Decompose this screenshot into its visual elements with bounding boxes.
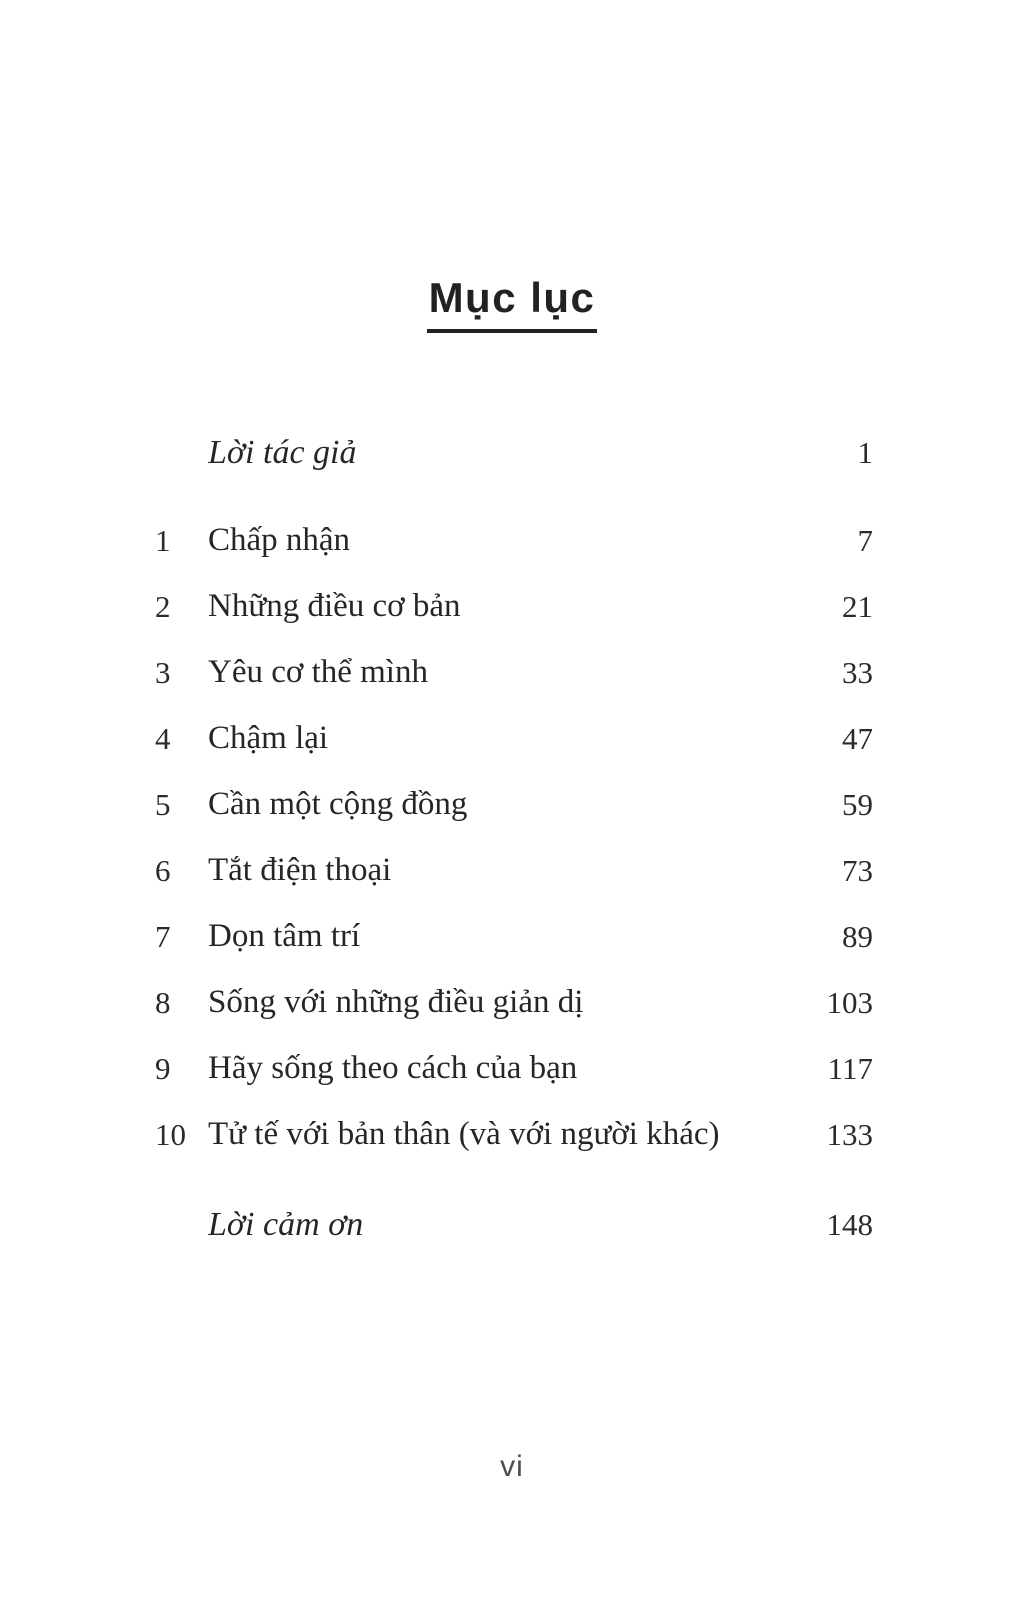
title-wrap — [0, 0, 1024, 333]
toc-entry-page-number: 148 — [826, 1207, 873, 1243]
toc-entry-chapter-1 — [155, 508, 873, 574]
toc-entry-chapter-6 — [155, 838, 873, 904]
toc-entry-number: 1 — [155, 523, 171, 559]
toc-entry-number: 9 — [155, 1051, 171, 1087]
toc-entry-page-number: 33 — [842, 655, 873, 691]
toc-entry-number: 4 — [155, 721, 171, 757]
toc-entry-number: 6 — [155, 853, 171, 889]
toc-entry-chapter-4 — [155, 706, 873, 772]
toc-entry-chapter-2 — [155, 574, 873, 640]
folio-page-number: vi — [500, 1450, 524, 1483]
toc-entry-back-matter — [155, 1192, 873, 1258]
toc-entry-number: 2 — [155, 589, 171, 625]
toc-entry-chapter-8 — [155, 970, 873, 1036]
toc-entry-chapter-9 — [155, 1036, 873, 1102]
toc-entry-front-matter — [155, 420, 873, 486]
toc-entry-page-number: 133 — [826, 1117, 873, 1153]
toc-entry-page-number: 7 — [857, 523, 873, 559]
table-of-contents — [155, 420, 873, 1258]
front-matter-section — [155, 420, 873, 486]
toc-entry-title: Những điều cơ bản — [208, 588, 461, 625]
toc-entry-page-number: 21 — [842, 589, 873, 625]
toc-entry-title: Tắt điện thoại — [208, 852, 392, 889]
toc-entry-chapter-3 — [155, 640, 873, 706]
toc-entry-page-number: 89 — [842, 919, 873, 955]
toc-entry-page-number: 59 — [842, 787, 873, 823]
toc-entry-chapter-7 — [155, 904, 873, 970]
toc-entry-title: Lời tác giả — [208, 434, 357, 472]
toc-entry-title: Hãy sống theo cách của bạn — [208, 1050, 578, 1087]
toc-entry-page-number: 1 — [857, 435, 873, 471]
toc-entry-page-number: 103 — [826, 985, 873, 1021]
toc-entry-page-number: 73 — [842, 853, 873, 889]
toc-entry-title: Chậm lại — [208, 720, 329, 757]
toc-entry-number: 3 — [155, 655, 171, 691]
toc-entry-number: 10 — [155, 1117, 186, 1153]
toc-entry-page-number: 117 — [827, 1051, 873, 1087]
toc-entry-number: 7 — [155, 919, 171, 955]
toc-entry-page-number: 47 — [842, 721, 873, 757]
toc-entry-title: Tử tế với bản thân (và với người khác) — [208, 1116, 720, 1153]
toc-entry-title: Sống với những điều giản dị — [208, 984, 584, 1021]
toc-entry-title: Chấp nhận — [208, 522, 351, 559]
toc-entry-number: 8 — [155, 985, 171, 1021]
toc-entry-chapter-5 — [155, 772, 873, 838]
toc-entry-title: Lời cảm ơn — [208, 1206, 364, 1244]
chapters-section — [155, 508, 873, 1168]
toc-entry-title: Cần một cộng đồng — [208, 786, 468, 823]
page-title: Mục lục — [427, 277, 598, 333]
toc-entry-chapter-10 — [155, 1102, 873, 1168]
back-matter-section — [155, 1192, 873, 1258]
toc-entry-number: 5 — [155, 787, 171, 823]
toc-entry-title: Dọn tâm trí — [208, 918, 361, 955]
toc-entry-title: Yêu cơ thể mình — [208, 654, 428, 691]
